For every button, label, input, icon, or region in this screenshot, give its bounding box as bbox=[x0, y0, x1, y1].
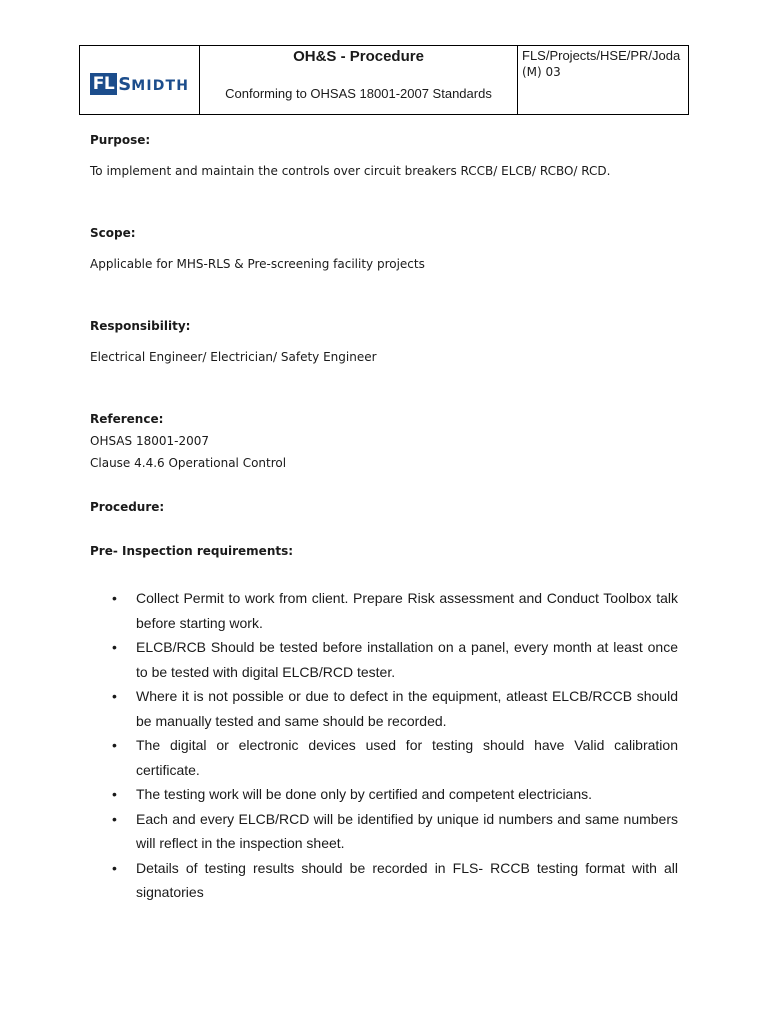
title-cell bbox=[200, 46, 518, 114]
scope-heading: Scope: bbox=[90, 226, 136, 240]
list-item: • Where it is not possible or due to defect in the equipment, atleast ELCB/RCCB should be manually tested and same should be recorded. bbox=[112, 684, 678, 733]
bullet-icon: • bbox=[112, 688, 117, 704]
list-item: • The testing work will be done only by certified and competent electricians. bbox=[112, 782, 678, 807]
reference-heading: Reference: bbox=[90, 412, 164, 426]
list-item: • The digital or electronic devices used for testing should have Valid calibration certificate. bbox=[112, 733, 678, 782]
header-table bbox=[79, 45, 689, 115]
bullet-icon: • bbox=[112, 590, 117, 606]
list-item: • Details of testing results should be recorded in FLS- RCCB testing format with all signatories bbox=[112, 856, 678, 905]
pre-inspection-list bbox=[112, 586, 678, 905]
bullet-icon: • bbox=[112, 786, 117, 802]
document-title: OH&S - Procedure bbox=[293, 48, 424, 65]
purpose-text: To implement and maintain the controls over circuit breakers RCCB/ ELCB/ RCBO/ RCD. bbox=[90, 164, 611, 178]
list-item: • Collect Permit to work from client. Prepare Risk assessment and Conduct Toolbox talk before starting work. bbox=[112, 586, 678, 635]
responsibility-heading: Responsibility: bbox=[90, 319, 191, 333]
reference-line2: Clause 4.4.6 Operational Control bbox=[90, 456, 287, 470]
logo-cell bbox=[80, 46, 200, 114]
logo-smidth-text: SMIDTH bbox=[118, 73, 190, 95]
document-code-cell bbox=[518, 46, 688, 114]
document-code-line2: (M) 03 bbox=[522, 65, 561, 79]
flsmidth-logo bbox=[90, 73, 189, 95]
bullet-icon: • bbox=[112, 810, 117, 827]
list-item: • Each and every ELCB/RCD will be identified by unique id numbers and same numbers will reflect in the inspection sheet. bbox=[112, 807, 678, 856]
document-subtitle: Conforming to OHSAS 18001-2007 Standards bbox=[225, 86, 492, 101]
scope-text: Applicable for MHS-RLS & Pre-screening facility projects bbox=[90, 257, 425, 271]
bullet-icon: • bbox=[112, 639, 117, 655]
reference-line1: OHSAS 18001-2007 bbox=[90, 434, 209, 448]
purpose-heading: Purpose: bbox=[90, 133, 151, 147]
bullet-icon: • bbox=[112, 859, 117, 876]
pre-inspection-heading: Pre- Inspection requirements: bbox=[90, 544, 294, 558]
procedure-heading: Procedure: bbox=[90, 500, 165, 514]
document-code-line1: FLS/Projects/HSE/PR/Joda bbox=[522, 48, 681, 63]
bullet-icon: • bbox=[112, 737, 117, 753]
logo-fl-block: FL bbox=[90, 73, 117, 95]
responsibility-text: Electrical Engineer/ Electrician/ Safety Engineer bbox=[90, 350, 377, 364]
list-item: • ELCB/RCB Should be tested before installation on a panel, every month at least once to be tested with digital ELCB/RCD tester. bbox=[112, 635, 678, 684]
